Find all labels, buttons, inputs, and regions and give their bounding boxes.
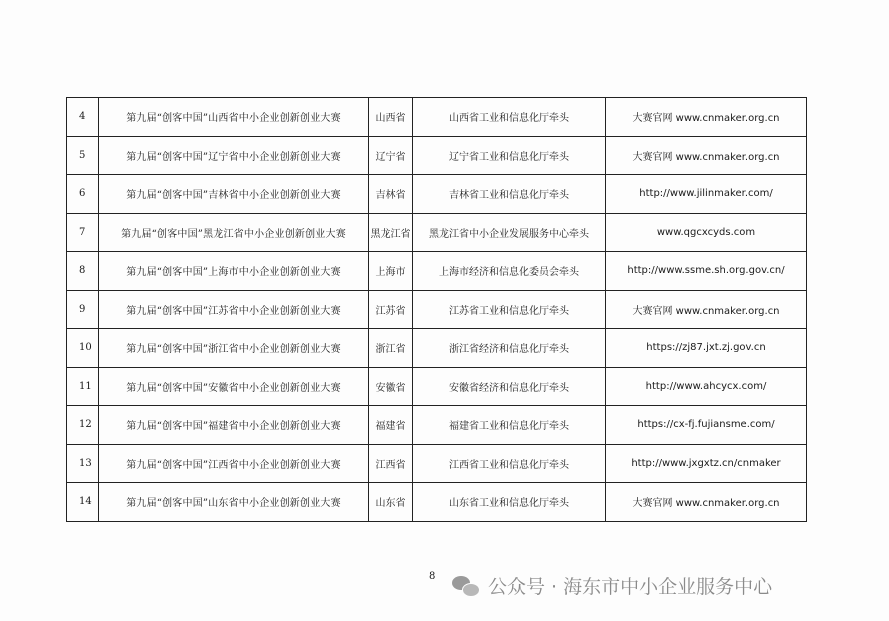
competition-table (66, 97, 807, 522)
competition-name-cell: 第九届“创客中国”江苏省中小企业创新创业大赛 (99, 290, 369, 329)
table-row (67, 406, 807, 445)
organizer-cell: 山东省工业和信息化厅牵头 (413, 483, 606, 522)
competition-name-cell: 第九届“创客中国”安徽省中小企业创新创业大赛 (99, 367, 369, 406)
organizer-cell: 辽宁省工业和信息化厅牵头 (413, 136, 606, 175)
table-row (67, 252, 807, 291)
organizer-cell: 安徽省经济和信息化厅牵头 (413, 367, 606, 406)
row-number-cell: 7 (67, 213, 99, 252)
province-cell: 山东省 (369, 483, 413, 522)
wechat-icon (452, 574, 480, 598)
table-row (67, 213, 807, 252)
organizer-cell: 山西省工业和信息化厅牵头 (413, 98, 606, 137)
province-cell: 上海市 (369, 252, 413, 291)
province-cell: 安徽省 (369, 367, 413, 406)
watermark-text: 公众号 · 海东市中小企业服务中心 (488, 576, 773, 598)
competition-name-cell: 第九届“创客中国”福建省中小企业创新创业大赛 (99, 406, 369, 445)
organizer-cell: 黑龙江省中小企业发展服务中心牵头 (413, 213, 606, 252)
table-row (67, 175, 807, 214)
table-row (67, 444, 807, 483)
organizer-cell: 江苏省工业和信息化厅牵头 (413, 290, 606, 329)
website-cell: http://www.jilinmaker.com/ (606, 175, 807, 214)
website-cell: http://www.jxgxtz.cn/cnmaker (606, 444, 807, 483)
website-cell: www.qgcxcyds.com (606, 213, 807, 252)
row-number-cell: 11 (67, 367, 99, 406)
province-cell: 江苏省 (369, 290, 413, 329)
table-row (67, 329, 807, 368)
province-cell: 辽宁省 (369, 136, 413, 175)
competition-name-cell: 第九届“创客中国”吉林省中小企业创新创业大赛 (99, 175, 369, 214)
organizer-cell: 福建省工业和信息化厅牵头 (413, 406, 606, 445)
province-cell: 福建省 (369, 406, 413, 445)
competition-name-cell: 第九届“创客中国”浙江省中小企业创新创业大赛 (99, 329, 369, 368)
table-row (67, 98, 807, 137)
row-number-cell: 13 (67, 444, 99, 483)
page-number: 8 (429, 571, 436, 582)
province-cell: 黑龙江省 (369, 213, 413, 252)
website-cell: 大赛官网 www.cnmaker.org.cn (606, 98, 807, 137)
website-cell: http://www.ssme.sh.org.gov.cn/ (606, 252, 807, 291)
website-cell: 大赛官网 www.cnmaker.org.cn (606, 136, 807, 175)
row-number-cell: 5 (67, 136, 99, 175)
website-cell: https://cx-fj.fujiansme.com/ (606, 406, 807, 445)
province-cell: 吉林省 (369, 175, 413, 214)
province-cell: 浙江省 (369, 329, 413, 368)
website-cell: 大赛官网 www.cnmaker.org.cn (606, 483, 807, 522)
province-cell: 山西省 (369, 98, 413, 137)
watermark (452, 572, 772, 599)
website-cell: 大赛官网 www.cnmaker.org.cn (606, 290, 807, 329)
table-row (67, 483, 807, 522)
organizer-cell: 上海市经济和信息化委员会牵头 (413, 252, 606, 291)
competition-name-cell: 第九届“创客中国”上海市中小企业创新创业大赛 (99, 252, 369, 291)
website-cell: http://www.ahcycx.com/ (606, 367, 807, 406)
organizer-cell: 江西省工业和信息化厅牵头 (413, 444, 606, 483)
row-number-cell: 4 (67, 98, 99, 137)
row-number-cell: 12 (67, 406, 99, 445)
table-row (67, 367, 807, 406)
table-row (67, 290, 807, 329)
table-row (67, 136, 807, 175)
competition-name-cell: 第九届“创客中国”辽宁省中小企业创新创业大赛 (99, 136, 369, 175)
website-cell: https://zj87.jxt.zj.gov.cn (606, 329, 807, 368)
competition-name-cell: 第九届“创客中国”江西省中小企业创新创业大赛 (99, 444, 369, 483)
organizer-cell: 浙江省经济和信息化厅牵头 (413, 329, 606, 368)
row-number-cell: 14 (67, 483, 99, 522)
row-number-cell: 8 (67, 252, 99, 291)
organizer-cell: 吉林省工业和信息化厅牵头 (413, 175, 606, 214)
row-number-cell: 10 (67, 329, 99, 368)
competition-name-cell: 第九届“创客中国”山东省中小企业创新创业大赛 (99, 483, 369, 522)
row-number-cell: 6 (67, 175, 99, 214)
province-cell: 江西省 (369, 444, 413, 483)
row-number-cell: 9 (67, 290, 99, 329)
competition-name-cell: 第九届“创客中国”黑龙江省中小企业创新创业大赛 (99, 213, 369, 252)
table-body (67, 98, 807, 522)
competition-name-cell: 第九届“创客中国”山西省中小企业创新创业大赛 (99, 98, 369, 137)
